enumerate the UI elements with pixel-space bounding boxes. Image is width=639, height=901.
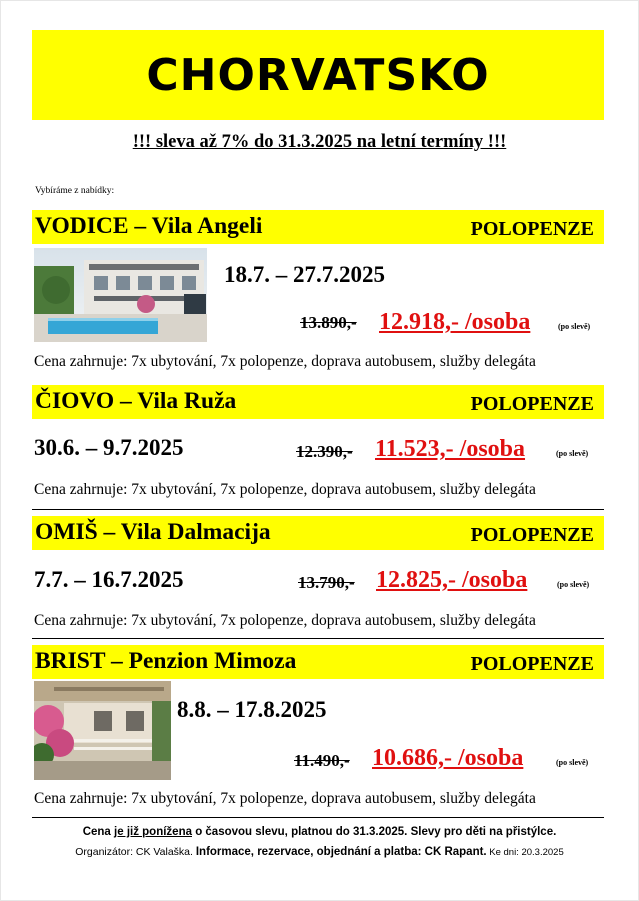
- promo-headline: !!! sleva až 7% do 31.3.2025 na letní termíny !!!: [132, 132, 507, 152]
- booking-info: Informace, rezervace, objednání a platba: CK Rapant.: [195, 846, 487, 858]
- footer-text: Cena: [82, 826, 115, 838]
- offer-header-omis: [32, 516, 604, 550]
- after-discount-note: (po slevě): [556, 449, 589, 458]
- offer-header-brist: [32, 645, 604, 679]
- old-price: 13.790,-: [298, 573, 355, 592]
- divider: [32, 638, 604, 639]
- price-includes: Cena zahrnuje: 7x ubytování, 7x polopenze, doprava autobusem, služby delegáta: [34, 481, 536, 498]
- offer-name: OMIŠ – Vila Dalmacija: [35, 519, 271, 545]
- organizer-text: Organizátor: CK Valaška.: [75, 846, 196, 858]
- intro-text: Vybíráme z nabídky:: [35, 186, 115, 196]
- offer-board: POLOPENZE: [470, 393, 594, 415]
- offer-name: VODICE – Vila Angeli: [35, 213, 263, 239]
- price-includes: Cena zahrnuje: 7x ubytování, 7x polopenze, doprava autobusem, služby delegáta: [34, 612, 536, 629]
- offer-dates: 8.8. – 17.8.2025: [177, 697, 327, 722]
- new-price: 12.918,- /osoba: [379, 309, 531, 335]
- new-price: 11.523,- /osoba: [375, 436, 526, 462]
- old-price: 11.490,-: [294, 751, 350, 770]
- offer-board: POLOPENZE: [470, 653, 594, 675]
- after-discount-note: (po slevě): [558, 322, 591, 331]
- offer-name: ČIOVO – Vila Ruža: [35, 388, 237, 414]
- footer-text: o časovou slevu, platnou do 31.3.2025. Slevy pro děti na přistýlce.: [192, 826, 557, 838]
- as-of-date: Ke dni: 20.3.2025: [486, 847, 564, 858]
- footer-text-underlined: je již ponížena: [114, 826, 192, 838]
- old-price: 13.890,-: [300, 313, 357, 332]
- divider: [32, 509, 604, 510]
- offer-dates: 30.6. – 9.7.2025: [34, 435, 184, 460]
- footer-organizer: [0, 846, 639, 858]
- offer-name: BRIST – Penzion Mimoza: [35, 648, 297, 674]
- new-price: 10.686,- /osoba: [372, 745, 524, 771]
- title-banner: [32, 30, 604, 120]
- footer-price-note: [0, 826, 639, 838]
- price-includes: Cena zahrnuje: 7x ubytování, 7x polopenze, doprava autobusem, služby delegáta: [34, 353, 536, 370]
- after-discount-note: (po slevě): [556, 758, 589, 767]
- offer-header-ciovo: [32, 385, 604, 419]
- new-price: 12.825,- /osoba: [376, 567, 528, 593]
- hotel-photo-brist: [34, 681, 171, 780]
- offer-dates: 7.7. – 16.7.2025: [34, 567, 184, 592]
- page-title: CHORVATSKO: [146, 49, 490, 101]
- offer-dates: 18.7. – 27.7.2025: [224, 262, 385, 287]
- old-price: 12.390,-: [296, 442, 353, 461]
- divider: [32, 817, 604, 818]
- hotel-photo-vodice: [34, 248, 207, 342]
- after-discount-note: (po slevě): [557, 580, 590, 589]
- price-includes: Cena zahrnuje: 7x ubytování, 7x polopenze, doprava autobusem, služby delegáta: [34, 790, 536, 807]
- offer-board: POLOPENZE: [470, 218, 594, 240]
- offer-board: POLOPENZE: [470, 524, 594, 546]
- offer-header-vodice: [32, 210, 604, 244]
